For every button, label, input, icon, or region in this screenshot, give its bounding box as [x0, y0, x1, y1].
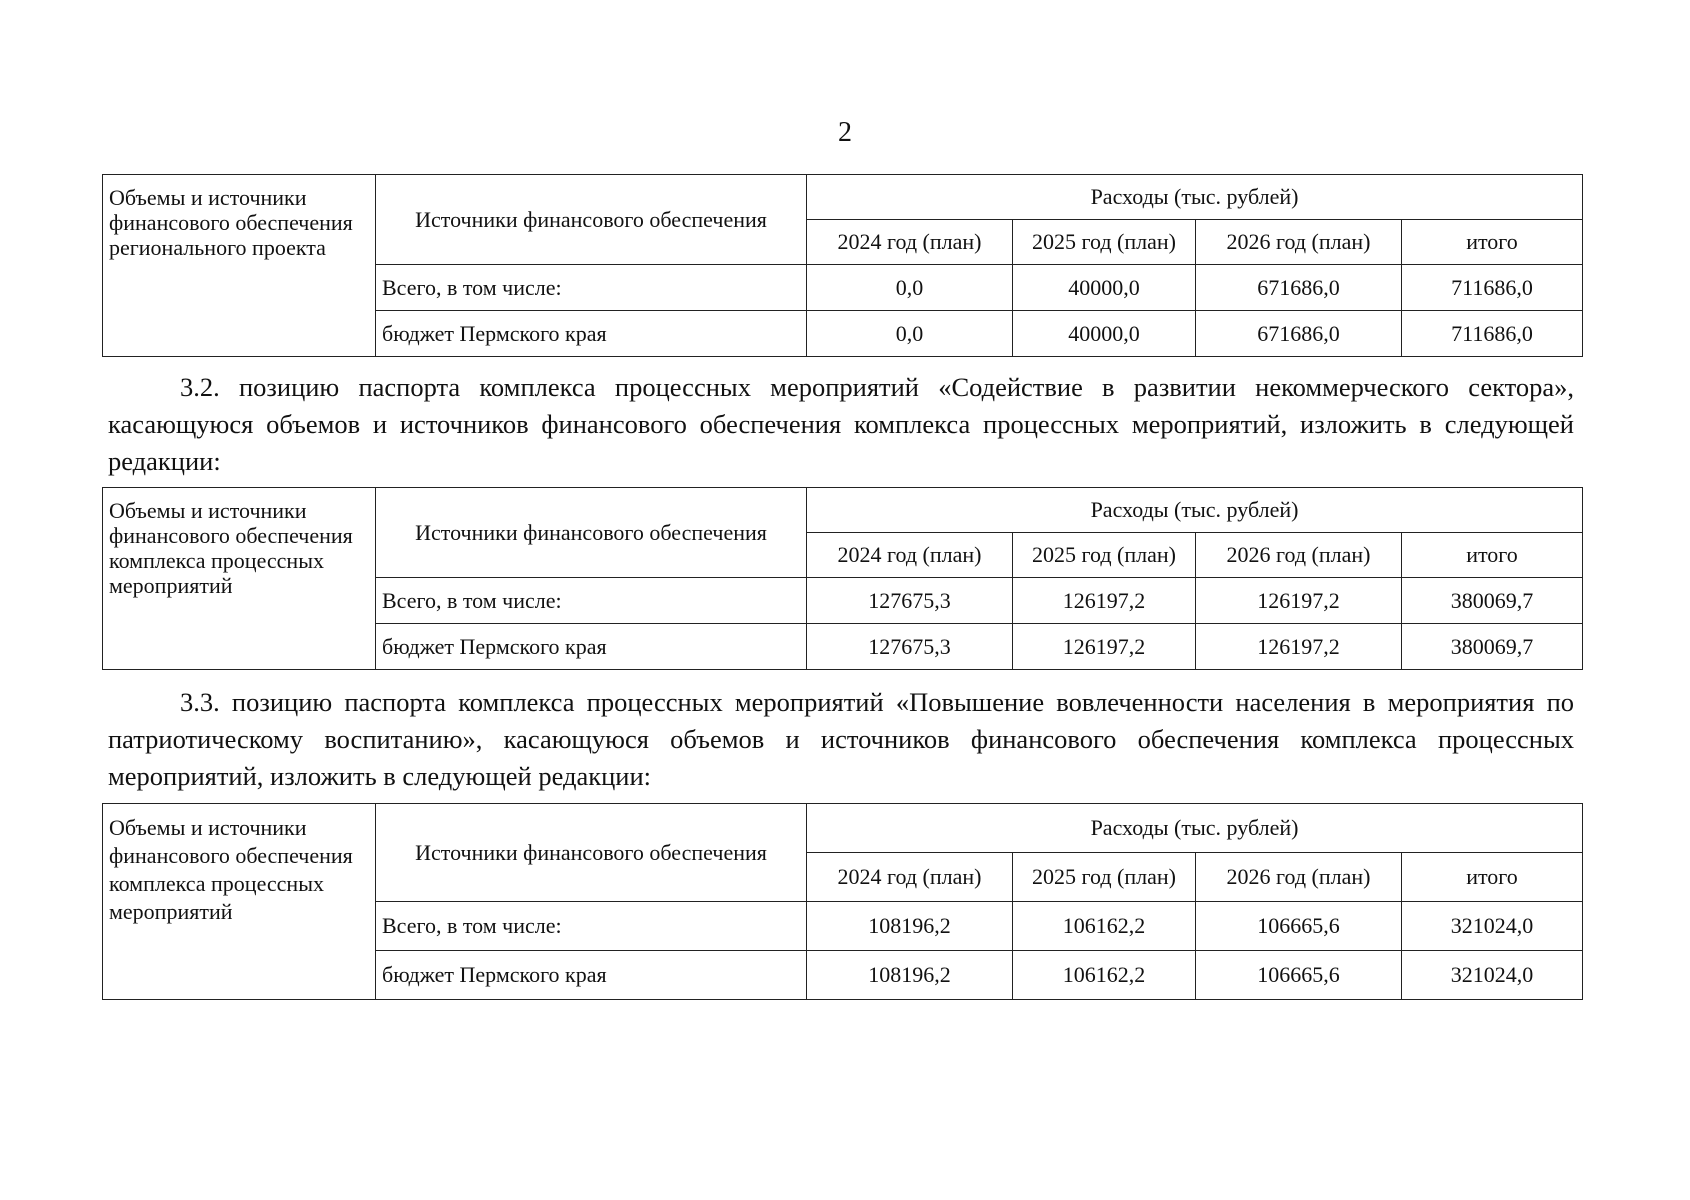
cell-2024: 127675,3	[807, 624, 1013, 670]
cell-total: 711686,0	[1402, 311, 1583, 357]
cell-2025: 126197,2	[1013, 578, 1196, 624]
financing-table-nonprofit-sector	[102, 487, 1583, 670]
paragraph-3-2: 3.2. позицию паспорта комплекса процессных мероприятий «Содействие в развитии некоммерческого сектора», касающуюся объемов и источников финансового обеспечения комплекса процессных мероприятий, изложить в следующей редакции:	[108, 372, 1574, 476]
column-header-2024: 2024 год (план)	[807, 853, 1013, 902]
row-name: бюджет Пермского края	[376, 624, 807, 670]
cell-2026: 106665,6	[1196, 902, 1402, 951]
column-header-2025: 2025 год (план)	[1013, 853, 1196, 902]
cell-2025: 106162,2	[1013, 951, 1196, 1000]
paragraph-3-3: 3.3. позицию паспорта комплекса процессных мероприятий «Повышение вовлеченности населения в мероприятия по патриотическому воспитанию», касающуюся объемов и источников финансового обеспечения комплекса процессных мероприятий, изложить в следующей редакции:	[108, 687, 1574, 791]
column-header-expenses: Расходы (тыс. рублей)	[807, 488, 1583, 533]
column-header-2025: 2025 год (план)	[1013, 220, 1196, 265]
cell-total: 321024,0	[1402, 902, 1583, 951]
column-header-sources: Источники финансового обеспечения	[376, 175, 807, 265]
column-header-expenses: Расходы (тыс. рублей)	[807, 804, 1583, 853]
cell-2025: 40000,0	[1013, 265, 1196, 311]
column-header-expenses: Расходы (тыс. рублей)	[807, 175, 1583, 220]
cell-2024: 0,0	[807, 311, 1013, 357]
cell-total: 711686,0	[1402, 265, 1583, 311]
column-header-total: итого	[1402, 853, 1583, 902]
row-name: Всего, в том числе:	[376, 578, 807, 624]
cell-total: 380069,7	[1402, 624, 1583, 670]
column-header-2024: 2024 год (план)	[807, 533, 1013, 578]
cell-2026: 126197,2	[1196, 624, 1402, 670]
cell-2026: 126197,2	[1196, 578, 1402, 624]
financing-table-regional-project	[102, 174, 1583, 357]
cell-2025: 106162,2	[1013, 902, 1196, 951]
cell-2025: 40000,0	[1013, 311, 1196, 357]
cell-2024: 108196,2	[807, 951, 1013, 1000]
column-header-2026: 2026 год (план)	[1196, 220, 1402, 265]
cell-2026: 106665,6	[1196, 951, 1402, 1000]
row-name: Всего, в том числе:	[376, 902, 807, 951]
column-header-2026: 2026 год (план)	[1196, 853, 1402, 902]
cell-2026: 671686,0	[1196, 311, 1402, 357]
column-header-total: итого	[1402, 220, 1583, 265]
row-name: бюджет Пермского края	[376, 951, 807, 1000]
cell-2026: 671686,0	[1196, 265, 1402, 311]
table-row-label: Объемы и источники финансового обеспечения комплекса процессных мероприятий	[103, 804, 376, 1000]
column-header-sources: Источники финансового обеспечения	[376, 488, 807, 578]
financing-table-patriotic-education	[102, 803, 1583, 1000]
column-header-2026: 2026 год (план)	[1196, 533, 1402, 578]
row-name: бюджет Пермского края	[376, 311, 807, 357]
page-number: 2	[838, 117, 852, 148]
cell-2024: 0,0	[807, 265, 1013, 311]
cell-total: 321024,0	[1402, 951, 1583, 1000]
row-name: Всего, в том числе:	[376, 265, 807, 311]
column-header-sources: Источники финансового обеспечения	[376, 804, 807, 902]
cell-total: 380069,7	[1402, 578, 1583, 624]
column-header-total: итого	[1402, 533, 1583, 578]
column-header-2024: 2024 год (план)	[807, 220, 1013, 265]
table-row-label: Объемы и источники финансового обеспечения комплекса процессных мероприятий	[103, 488, 376, 670]
cell-2024: 108196,2	[807, 902, 1013, 951]
table-row-label: Объемы и источники финансового обеспечения регионального проекта	[103, 175, 376, 357]
cell-2025: 126197,2	[1013, 624, 1196, 670]
column-header-2025: 2025 год (план)	[1013, 533, 1196, 578]
cell-2024: 127675,3	[807, 578, 1013, 624]
